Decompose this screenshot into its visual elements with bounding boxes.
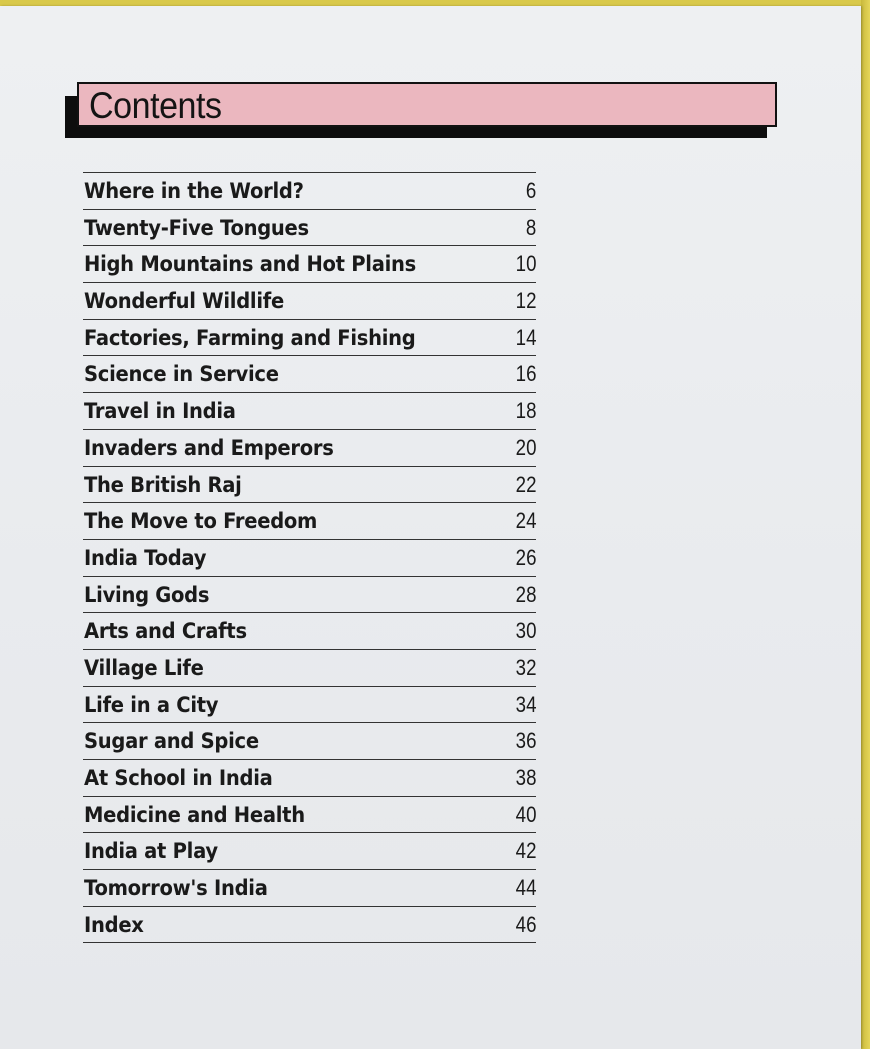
toc-entry-page-number: 18: [515, 398, 536, 424]
toc-entry-page-number: 44: [515, 875, 536, 901]
toc-entry-page-number: 22: [515, 471, 536, 497]
toc-entry-title: Travel in India: [84, 399, 236, 424]
toc-entry: [83, 320, 536, 357]
table-of-contents: [83, 172, 536, 943]
toc-entry: [83, 430, 536, 467]
toc-entry-title: Sugar and Spice: [84, 729, 259, 754]
toc-entry: [83, 393, 536, 430]
toc-entry: [83, 173, 536, 210]
toc-entry: [83, 613, 536, 650]
toc-entry: [83, 687, 536, 724]
toc-entry-title: The Move to Freedom: [84, 509, 318, 534]
toc-entry-page-number: 32: [515, 654, 536, 680]
toc-entry-page-number: 38: [515, 765, 536, 790]
toc-entry-title: Tomorrow's India: [84, 876, 268, 901]
toc-entry-title: Index: [84, 912, 144, 937]
toc-entry-page-number: 20: [515, 434, 536, 460]
toc-entry-page-number: 8: [525, 214, 536, 240]
contents-page: [0, 6, 861, 1049]
toc-entry-title: At School in India: [84, 766, 273, 790]
toc-entry-page-number: 40: [515, 801, 536, 827]
toc-entry-page-number: 26: [515, 544, 536, 570]
toc-entry-title: India Today: [84, 545, 207, 570]
toc-entry-title: High Mountains and Hot Plains: [84, 252, 417, 277]
toc-entry: [83, 577, 536, 614]
toc-entry-title: Village Life: [84, 655, 204, 680]
toc-entry-page-number: 46: [515, 911, 536, 937]
book-cover-edge: [861, 0, 870, 1049]
toc-entry: [83, 760, 536, 797]
toc-entry-title: Factories, Farming and Fishing: [84, 325, 416, 350]
toc-entry: [83, 907, 536, 944]
toc-entry-title: Where in the World?: [84, 179, 304, 203]
toc-entry: [83, 467, 536, 504]
toc-entry-page-number: 36: [515, 728, 536, 754]
toc-entry: [83, 210, 536, 247]
toc-entry: [83, 540, 536, 577]
toc-entry-title: Science in Service: [84, 362, 279, 387]
toc-entry-title: Wonderful Wildlife: [84, 289, 284, 314]
toc-entry: [83, 650, 536, 687]
toc-entry-page-number: 30: [515, 618, 536, 644]
toc-entry-title: India at Play: [84, 839, 218, 864]
toc-entry-page-number: 6: [525, 178, 536, 203]
toc-entry-title: Invaders and Emperors: [84, 435, 334, 460]
toc-entry-title: Life in a City: [84, 692, 219, 717]
toc-entry-page-number: 16: [515, 361, 536, 387]
toc-entry: [83, 283, 536, 320]
page-title: Contents: [89, 85, 222, 126]
toc-entry: [83, 723, 536, 760]
toc-entry: [83, 833, 536, 870]
toc-entry-title: Living Gods: [84, 582, 210, 607]
toc-entry: [83, 870, 536, 907]
title-band: [77, 82, 777, 127]
toc-entry-page-number: 42: [515, 838, 536, 864]
toc-entry-page-number: 10: [515, 251, 536, 277]
toc-entry-page-number: 12: [515, 288, 536, 314]
toc-entry-title: Arts and Crafts: [84, 619, 247, 644]
toc-entry: [83, 797, 536, 834]
toc-entry-title: Medicine and Health: [84, 802, 305, 827]
toc-entry: [83, 356, 536, 393]
toc-entry: [83, 246, 536, 283]
toc-entry-page-number: 14: [515, 324, 536, 350]
toc-entry-title: Twenty-Five Tongues: [84, 215, 309, 240]
toc-entry: [83, 503, 536, 540]
toc-entry-title: The British Raj: [84, 472, 242, 497]
toc-entry-page-number: 28: [515, 581, 536, 607]
toc-entry-page-number: 24: [515, 508, 536, 534]
toc-entry-page-number: 34: [515, 691, 536, 717]
